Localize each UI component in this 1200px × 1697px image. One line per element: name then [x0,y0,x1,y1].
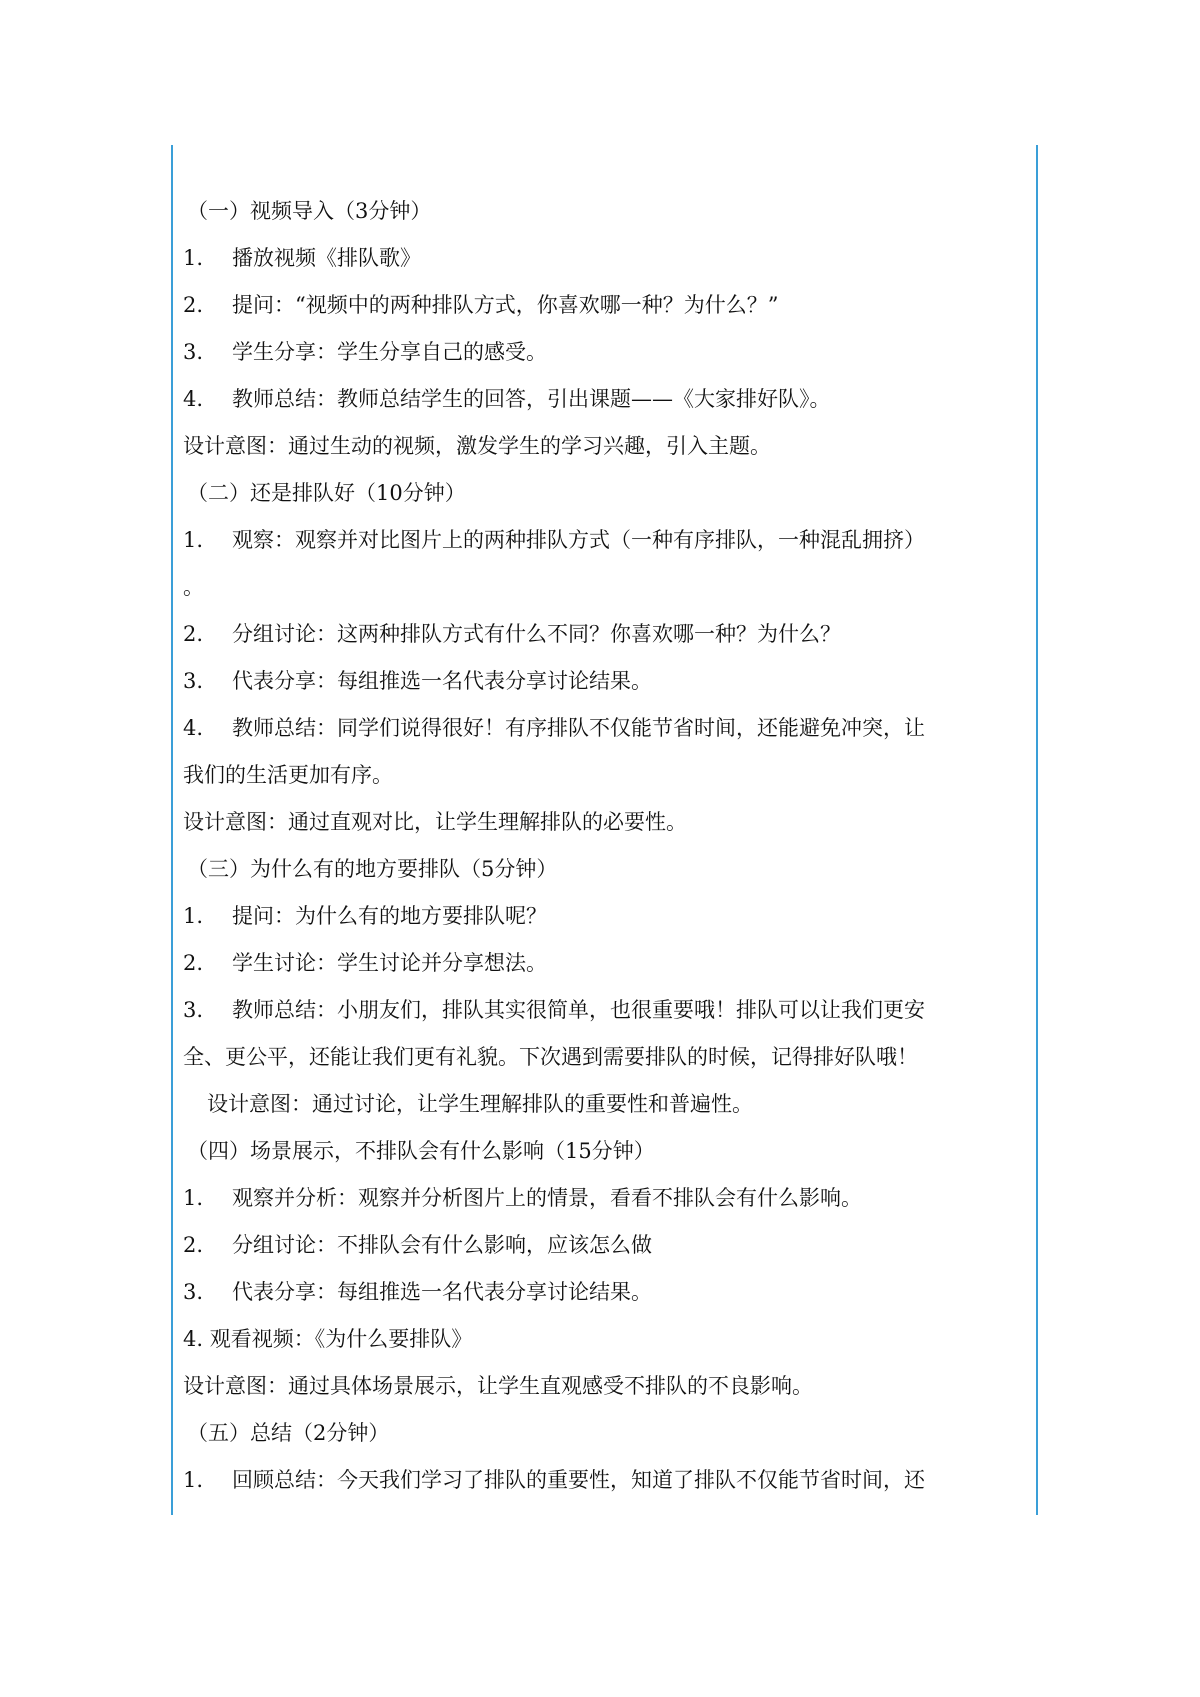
line-text: 分组讨论：这两种排队方式有什么不同？你喜欢哪一种？为什么？ [232,622,841,646]
line-text: 回顾总结：今天我们学习了排队的重要性，知道了排队不仅能节省时间，还 [232,1468,925,1492]
list-number: 1. [183,1468,204,1492]
line-text: 设计意图：通过生动的视频，激发学生的学习兴趣，引入主题。 [183,434,771,458]
page-border-left [171,145,173,1515]
line-text: 全、更公平，还能让我们更有礼貌。下次遇到需要排队的时候，记得排好队哦！ [183,1045,918,1069]
text-line [183,705,1028,752]
line-text: 设计意图：通过具体场景展示，让学生直观感受不排队的不良影响。 [183,1374,813,1398]
line-text: 教师总结：小朋友们，排队其实很简单，也很重要哦！排队可以让我们更安 [232,998,925,1022]
line-text: 提问：“视频中的两种排队方式，你喜欢哪一种？为什么？” [232,293,779,317]
text-line [183,1034,1028,1081]
text-line [183,1316,1028,1363]
line-text: 设计意图：通过讨论，让学生理解排队的重要性和普遍性。 [207,1092,753,1116]
list-number: 3. [183,669,204,693]
line-text: （二）还是排队好（10分钟） [187,481,466,505]
line-text: 观察：观察并对比图片上的两种排队方式（一种有序排队，一种混乱拥挤） [232,528,925,552]
text-line [183,987,1028,1034]
list-number: 3. [183,340,204,364]
text-line [183,893,1028,940]
line-text: 代表分享：每组推选一名代表分享讨论结果。 [232,1280,652,1304]
line-text: 4. 观看视频：《为什么要排队》 [183,1327,473,1351]
list-number: 2. [183,1233,204,1257]
line-text: 观察并分析：观察并分析图片上的情景，看看不排队会有什么影响。 [232,1186,862,1210]
line-text: （四）场景展示，不排队会有什么影响（15分钟） [187,1139,655,1163]
lesson-content [183,188,1028,1504]
line-text: （五）总结（2分钟） [187,1421,390,1445]
list-number: 3. [183,998,204,1022]
text-line [183,1269,1028,1316]
line-text: 设计意图：通过直观对比，让学生理解排队的必要性。 [183,810,687,834]
line-text: 教师总结：同学们说得很好！有序排队不仅能节省时间，还能避免冲突，让 [232,716,925,740]
section-heading [183,1128,1028,1175]
text-line [183,517,1028,564]
line-text: 学生讨论：学生讨论并分享想法。 [232,951,547,975]
text-line [183,1081,1028,1128]
line-text: 代表分享：每组推选一名代表分享讨论结果。 [232,669,652,693]
section-heading [183,188,1028,235]
text-line [183,564,1028,611]
list-number: 1. [183,904,204,928]
line-text: （三）为什么有的地方要排队（5分钟） [187,857,558,881]
list-number: 2. [183,622,204,646]
list-number: 2. [183,951,204,975]
text-line [183,376,1028,423]
text-line [183,282,1028,329]
line-text: 播放视频《排队歌》 [232,246,421,270]
text-line [183,329,1028,376]
section-heading [183,470,1028,517]
text-line [183,1222,1028,1269]
text-line [183,423,1028,470]
section-heading [183,846,1028,893]
text-line [183,611,1028,658]
line-text: 学生分享：学生分享自己的感受。 [232,340,547,364]
list-number: 1. [183,246,204,270]
list-number: 4. [183,387,204,411]
section-heading [183,1410,1028,1457]
line-text: 分组讨论：不排队会有什么影响，应该怎么做 [232,1233,652,1257]
list-number: 1. [183,1186,204,1210]
text-line [183,799,1028,846]
line-text: 提问：为什么有的地方要排队呢？ [232,904,547,928]
line-text: 。 [183,575,204,599]
text-line [183,752,1028,799]
list-number: 1. [183,528,204,552]
text-line [183,235,1028,282]
list-number: 2. [183,293,204,317]
text-line [183,1457,1028,1504]
list-number: 3. [183,1280,204,1304]
text-line [183,658,1028,705]
page-border-right [1036,145,1038,1515]
list-number: 4. [183,716,204,740]
text-line [183,1175,1028,1222]
line-text: （一）视频导入（3分钟） [187,199,432,223]
text-line [183,1363,1028,1410]
text-line [183,940,1028,987]
line-text: 教师总结：教师总结学生的回答，引出课题——《大家排好队》。 [232,387,831,411]
line-text: 我们的生活更加有序。 [183,763,393,787]
